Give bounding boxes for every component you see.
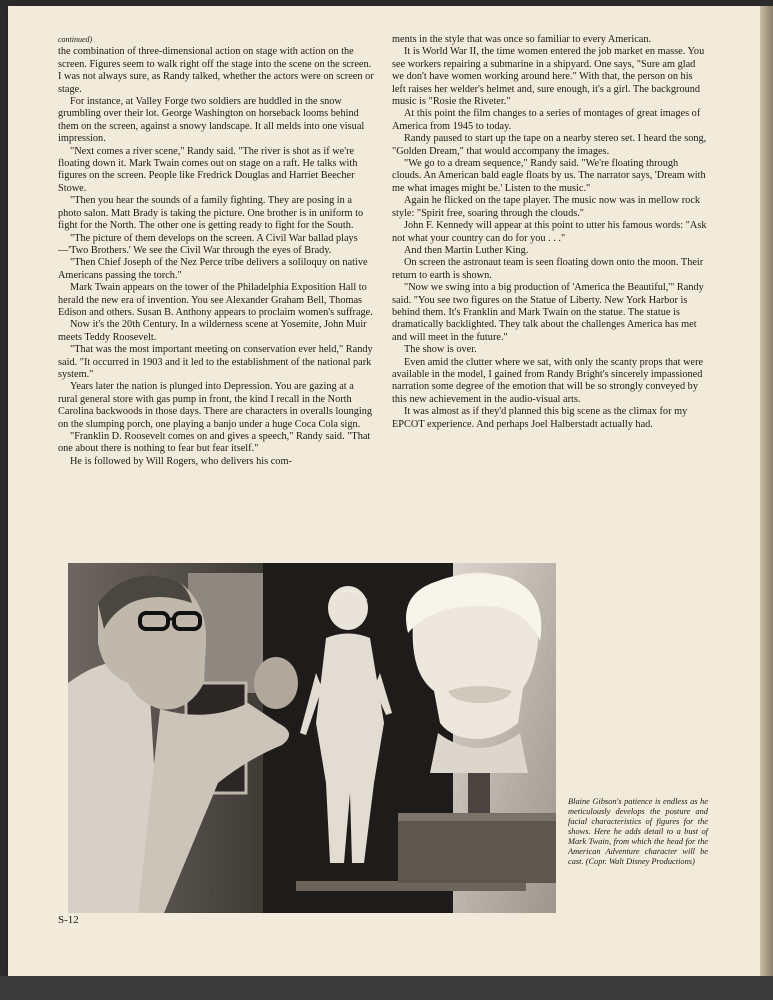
paragraph: Now it's the 20th Century. In a wilderness scene at Yosemite, John Muir meets Teddy Roosevelt. [58, 319, 367, 343]
paragraph: Years later the nation is plunged into Depression. You are gazing at a rural general store with gas pump in front, the kind I recall in the North Carolina backwoods in those days. There are characters in overalls lounging on the slumping porch, one playing a banjo under a huge Coca Cola sign. [58, 381, 373, 430]
continued-note: continued) [58, 35, 93, 44]
paragraph: "Next comes a river scene," Randy said. "The river is shot as if we're floating down it. Mark Twain comes out on stage on a raft. He talks with figures on the screen. People like Fredrick Douglas and Harriet Beecher Stowe. [58, 145, 358, 194]
paragraph: Mark Twain appears on the tower of the Philadelphia Exposition Hall to herald the new era of invention. You see Alexander Graham Bell, Thomas Edison and others. Susan B. Anthony appears to proclaim women's suffrage. [58, 282, 373, 318]
right-column [392, 34, 708, 431]
paragraph: Again he flicked on the tape player. The music now was in mellow rock style: "Spirit free, soaring through the clouds." [392, 195, 701, 219]
paragraph: the combination of three-dimensional action on stage with action on the screen. Figures seem to walk right off the stage into the scene on the screen. I was not always sure, as Randy talked, whether the actors were on screen or stage. [58, 46, 374, 95]
paragraph: It is World War II, the time women entered the job market en masse. You see workers repairing a submarine in a shipyard. One says, "Sure am glad we don't have women working around here." With that, the person on his left raises her welder's helmet and, sure enough, it's a girl. The background music is "Rosie the Riveter." [392, 46, 705, 108]
paragraph: "We go to a dream sequence," Randy said. "We're floating through clouds. An American bald eagle floats by us. The narrator says, 'Dream with me what images might be.' Listen to the music." [392, 158, 706, 194]
paragraph: The show is over. [404, 344, 477, 356]
page-edge [760, 6, 773, 976]
paragraph: "That was the most important meeting on conservation ever held," Randy said. "It occurred in 1903 and it led to the establishment of the national park system." [58, 344, 373, 380]
paragraph: And then Martin Luther King. [404, 244, 529, 256]
paragraph: "Then you hear the sounds of a family fighting. They are posing in a photo salon. Matt Brady is taking the picture. One brother is in uniform to fight for the North. The other one is getting ready to fight for the South. [58, 195, 364, 232]
paragraph: "Then Chief Joseph of the Nez Perce tribe delivers a soliloquy on native Americans passing the torch." [58, 257, 368, 281]
paragraph: At this point the film changes to a series of montages of great images of America from 1945 to today. [392, 108, 701, 132]
photo-caption: Blaine Gibson's patience is endless as he meticulously develops the posture and facial characteristics of figures for the shows. Here he adds detail to a bust of Mark Twain, from which the head for the American Adventure character will be cast. (Copr. Walt Disney Productions) [568, 797, 708, 866]
paragraph: It was almost as if they'd planned this big scene as the climax for my EPCOT experience. And perhaps Joel Halberstadt actually had. [392, 406, 688, 430]
scan-background [0, 976, 773, 1000]
paragraph: On screen the astronaut team is seen floating down onto the moon. Their return to earth is shown. [392, 257, 704, 281]
page-number: S-12 [58, 914, 79, 926]
paragraph: "Now we swing into a big production of 'America the Beautiful,'" Randy said. "You see two figures on the Statue of Liberty. New York Harbor is behind them. It's Franklin and Mark Twain on the statue. The statue is dramatically backlighted. They talk about the challenges America has met and will meet in the future." [392, 282, 704, 343]
photo-illustration [68, 563, 556, 913]
paragraph: "The picture of them develops on the screen. A Civil War ballad plays—'Two Brothers.' We see the Civil War through the eyes of Brady. [58, 232, 358, 256]
sculptor-photo [68, 563, 556, 913]
paragraph: Randy paused to start up the tape on a nearby stereo set. I heard the song, "Golden Dream," that would accompany the images. [392, 133, 707, 157]
paragraph: John F. Kennedy will appear at this point to utter his famous words: "Ask not what your country can do for you . . ." [392, 220, 707, 244]
paragraph: "Franklin D. Roosevelt comes on and gives a speech," Randy said. "That one about there is nothing to fear but fear itself." [58, 431, 371, 455]
paragraph: He is followed by Will Rogers, who delivers his com- [70, 455, 292, 467]
paragraph: ments in the style that was once so familiar to every American. [392, 34, 652, 45]
paragraph: Even amid the clutter where we sat, with only the scanty props that were available in the model, I gained from Randy Bright's sincerely impassioned narration some degree of the emotion that will be so strongly conveyed by this new achievement in the audio-visual arts. [392, 356, 704, 405]
left-column [58, 34, 374, 468]
paragraph: For instance, at Valley Forge two soldiers are huddled in the snow grumbling over their lot. George Washington on horseback looms behind them on the screen, against a snowy landscape. It all melds into one visual impression. [58, 96, 365, 145]
